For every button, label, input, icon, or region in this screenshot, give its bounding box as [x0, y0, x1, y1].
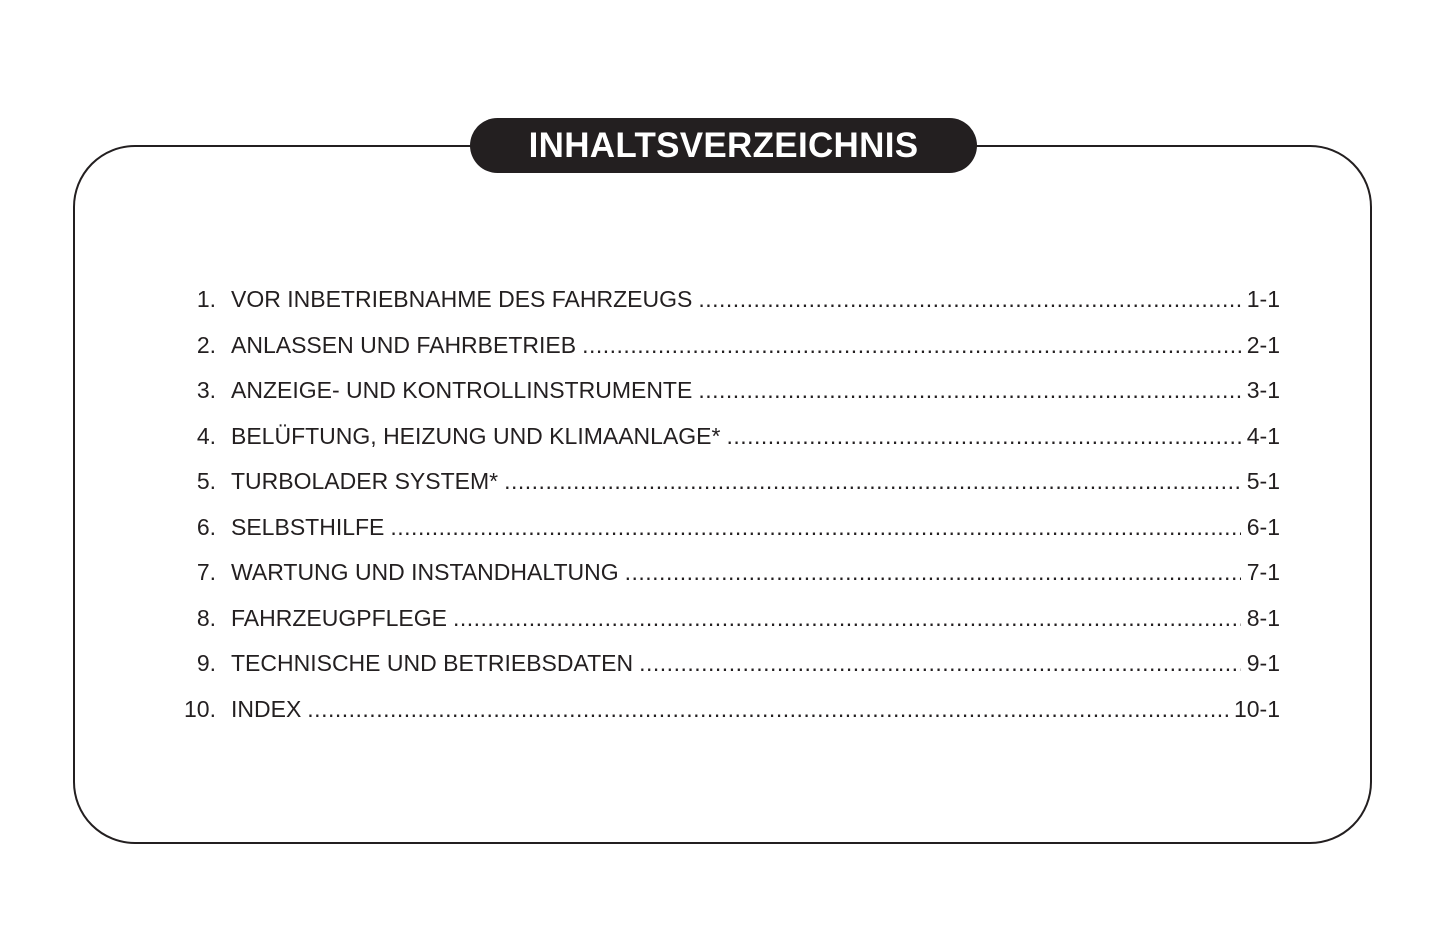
toc-entry-page: 4-1 [1246, 422, 1280, 449]
toc-entry-5[interactable] [175, 459, 1280, 505]
toc-entry-page: 2-1 [1246, 331, 1280, 358]
toc-entry-title: ANLASSEN UND FAHRBETRIEB [231, 331, 577, 358]
toc-entry-number: 7. [196, 559, 216, 585]
page-title-banner [470, 118, 977, 173]
toc-dot-leader [307, 687, 1228, 733]
toc-dot-leader [726, 414, 1240, 460]
toc-entry-8[interactable] [175, 596, 1280, 642]
toc-entry-page: 5-1 [1246, 468, 1280, 494]
page-title: INHALTSVERZEICHNIS [528, 125, 919, 165]
toc-entry-number: 6. [196, 513, 216, 540]
toc-entry-number: 4. [196, 422, 216, 449]
toc-dot-leader [625, 550, 1241, 596]
toc-dot-leader [582, 323, 1241, 369]
toc-entry-title: SELBSTHILFE [231, 513, 385, 540]
toc-entry-title: FAHRZEUGPFLEGE [231, 604, 447, 631]
toc-entry-6[interactable] [175, 505, 1280, 551]
toc-dot-leader [639, 641, 1241, 687]
toc-entry-page: 9-1 [1246, 650, 1280, 676]
toc-dot-leader [698, 277, 1240, 323]
toc-entry-number: 5. [196, 468, 216, 494]
toc-dot-leader [390, 505, 1240, 551]
toc-entry-title: WARTUNG UND INSTANDHALTUNG [231, 559, 619, 585]
toc-dot-leader [698, 368, 1240, 414]
toc-dot-leader [453, 596, 1241, 642]
toc-entry-page: 8-1 [1246, 604, 1280, 631]
toc-entry-title: INDEX [231, 695, 302, 722]
toc-entry-page: 10-1 [1233, 695, 1280, 722]
toc-entry-number: 9. [196, 650, 216, 676]
toc-entry-10[interactable] [175, 687, 1280, 733]
toc-entry-page: 1-1 [1246, 286, 1280, 312]
toc-entry-number: 8. [196, 604, 216, 631]
toc-entry-number: 2. [196, 331, 216, 358]
toc-entry-title: TURBOLADER SYSTEM* [231, 468, 499, 494]
toc-entry-4[interactable] [175, 414, 1280, 460]
toc-entry-page: 7-1 [1246, 559, 1280, 585]
toc-entry-title: TECHNISCHE UND BETRIEBSDATEN [231, 650, 634, 676]
toc-entry-7[interactable] [175, 550, 1280, 596]
toc-entry-page: 3-1 [1246, 377, 1280, 403]
toc-entry-2[interactable] [175, 323, 1280, 369]
toc-entry-number: 3. [196, 377, 216, 403]
toc-entry-title: ANZEIGE- UND KONTROLLINSTRUMENTE [231, 377, 693, 403]
toc-entry-title: VOR INBETRIEBNAHME DES FAHRZEUGS [231, 286, 693, 312]
toc-entry-9[interactable] [175, 641, 1280, 687]
table-of-contents [175, 277, 1280, 732]
toc-entry-number: 1. [196, 286, 216, 312]
toc-entry-number: 10. [184, 695, 216, 722]
toc-entry-3[interactable] [175, 368, 1280, 414]
toc-entry-1[interactable] [175, 277, 1280, 323]
toc-dot-leader [504, 459, 1241, 505]
toc-entry-title: BELÜFTUNG, HEIZUNG UND KLIMAANLAGE* [231, 422, 721, 449]
toc-entry-page: 6-1 [1246, 513, 1280, 540]
